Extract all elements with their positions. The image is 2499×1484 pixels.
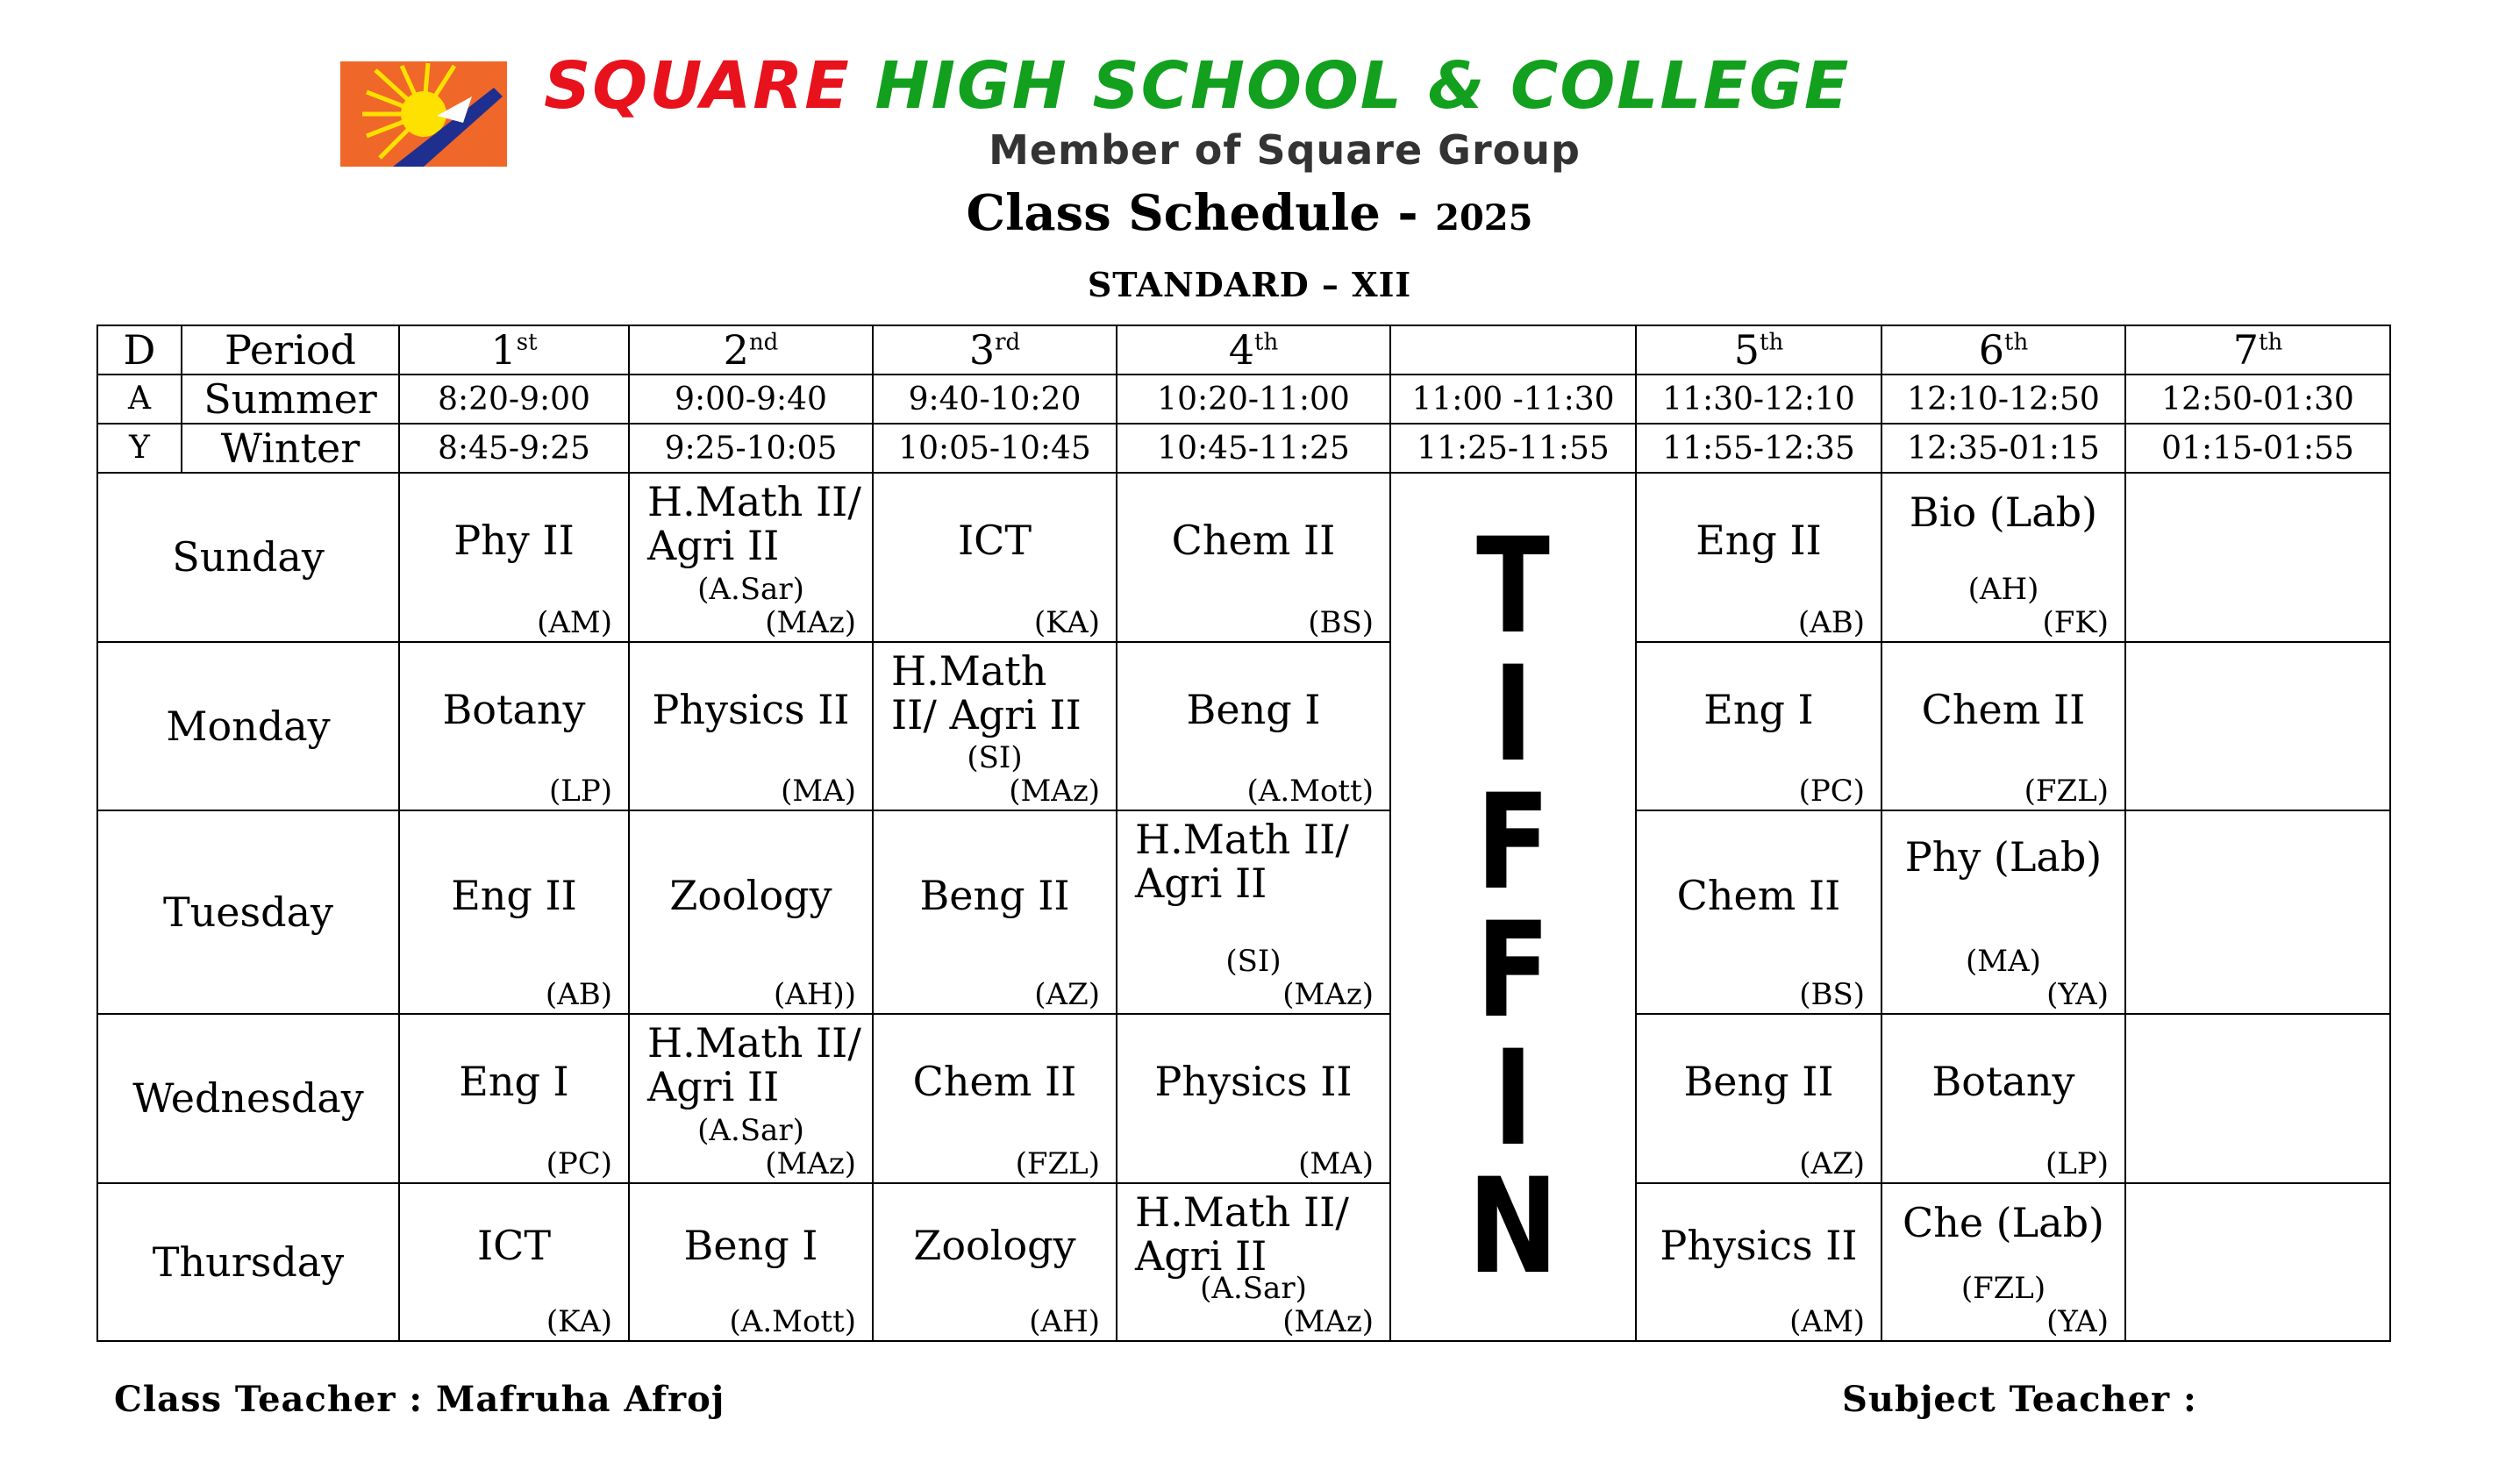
teacher-code: (LP) [2046, 1145, 2109, 1181]
day-row-wednesday [97, 1014, 2390, 1182]
schedule-cell-content [2126, 474, 2389, 640]
schedule-cell [2125, 810, 2390, 1014]
schedule-cell-content [1882, 1015, 2124, 1181]
schedule-cell-content [630, 1015, 872, 1181]
schedule-cell-content [1117, 643, 1389, 810]
teacher-code: (AZ) [1799, 1145, 1865, 1181]
day-name: Monday [97, 642, 399, 810]
day-letter: A [97, 375, 182, 424]
day-name: Wednesday [97, 1014, 399, 1182]
header-row-summer [97, 375, 2390, 424]
schedule-cell [1117, 473, 1390, 641]
subject-name: Eng I [1703, 685, 1814, 733]
subject-name: Zoology [669, 871, 832, 919]
period-suffix: th [2259, 329, 2283, 356]
subject-name: II/ Agri II [891, 690, 1082, 738]
schedule-cell-content [630, 643, 872, 810]
teacher-code: (YA) [2046, 977, 2109, 1013]
subject-name: Botany [1931, 1058, 2075, 1106]
teacher-code: (MA) [1966, 944, 2041, 980]
teacher-code: (AB) [1797, 604, 1865, 640]
standard-label: STANDARD – XII [1087, 265, 1412, 304]
schedule-cell-content [630, 811, 872, 1013]
schedule-cell [399, 473, 629, 641]
subject-name: Beng II [919, 871, 1070, 919]
subject-name: Chem II [912, 1058, 1077, 1106]
winter-time: 10:45-11:25 [1117, 424, 1390, 473]
day-letter: Y [97, 424, 182, 473]
summer-time: 10:20-11:00 [1117, 375, 1390, 424]
day-name: Tuesday [97, 810, 399, 1014]
period-number: 6 [1978, 326, 2005, 375]
schedule-cell [1881, 1014, 2125, 1182]
teacher-code: (AZ) [1034, 977, 1100, 1013]
summer-time: 11:30-12:10 [1636, 375, 1881, 424]
teacher-code: (MAz) [1282, 977, 1374, 1013]
schedule-cell-content [400, 1184, 628, 1340]
schedule-cell-content [630, 474, 872, 640]
subject-name: ICT [476, 1221, 552, 1269]
subject-name: H.Math II/ [647, 1019, 861, 1067]
subject-name: H.Math II/ [647, 478, 861, 526]
period-header [629, 325, 873, 375]
winter-time: 8:45-9:25 [399, 424, 629, 473]
schedule-cell [1636, 473, 1881, 641]
schedule-cell-content [400, 474, 628, 640]
subject-name: Beng I [683, 1221, 818, 1269]
day-row-tuesday [97, 810, 2390, 1014]
schedule-cell [1881, 473, 2125, 641]
winter-label: Winter [182, 424, 399, 473]
schedule-table [96, 325, 2391, 1342]
schedule-cell [1117, 1183, 1390, 1341]
subject-name: Physics II [1154, 1058, 1353, 1106]
schedule-year: 2025 [1435, 197, 1533, 239]
period-header [1881, 325, 2125, 375]
period-suffix: rd [995, 329, 1021, 356]
teacher-code: (AB) [545, 977, 612, 1013]
schedule-cell-content [1117, 474, 1389, 640]
subject-name: ICT [957, 517, 1032, 565]
schedule-cell [1636, 642, 1881, 810]
teacher-code: (BS) [1308, 604, 1374, 640]
schedule-cell-content [1882, 811, 2124, 1013]
schedule-cell [1117, 642, 1390, 810]
subject-name: Physics II [1660, 1221, 1858, 1269]
schedule-cell-content [1117, 811, 1389, 1013]
day-row-monday [97, 642, 2390, 810]
schedule-cell-content [874, 643, 1116, 810]
schedule-cell-content [874, 1015, 1116, 1181]
teacher-code: (A.Sar) [697, 1112, 804, 1148]
teacher-code: (LP) [549, 773, 612, 809]
teacher-code: (KA) [1033, 604, 1100, 640]
schedule-cell [2125, 473, 2390, 641]
subject-name: Botany [442, 685, 586, 733]
teacher-code: (A.Sar) [697, 571, 804, 607]
teacher-code: (PC) [1798, 773, 1865, 809]
subject-name: Phy (Lab) [1904, 832, 2103, 881]
teacher-code: (KA) [546, 1304, 612, 1339]
subject-name: Agri II [1135, 1231, 1267, 1280]
tiffin-letter: I [1493, 639, 1533, 792]
day-name: Thursday [97, 1183, 399, 1341]
summer-time: 9:00-9:40 [629, 375, 873, 424]
period-number: 1 [490, 326, 517, 375]
teacher-code: (A.Sar) [1200, 1271, 1307, 1306]
subject-name: Chem II [1921, 685, 2086, 733]
schedule-cell [629, 1014, 873, 1182]
tiffin-break [1390, 473, 1636, 1341]
subject-name: Eng II [451, 871, 577, 919]
class-teacher: Class Teacher : Mafruha Afroj [114, 1379, 725, 1420]
subject-name: Chem II [1676, 871, 1841, 919]
schedule-cell [1636, 1183, 1881, 1341]
subject-name: H.Math II/ [1135, 1188, 1349, 1236]
schedule-cell-content [1117, 1015, 1389, 1181]
schedule-cell [873, 642, 1117, 810]
schedule-cell-content [1882, 643, 2124, 810]
schedule-cell [1117, 810, 1390, 1014]
teacher-code: (A.Mott) [1246, 773, 1374, 809]
teacher-code: (AH)) [774, 977, 856, 1013]
schedule-cell-content [2126, 643, 2389, 810]
summer-label: Summer [182, 375, 399, 424]
period-header [2125, 325, 2390, 375]
tiffin-letter: T [1476, 510, 1550, 664]
tiffin-letter: F [1475, 767, 1551, 920]
period-header [1390, 325, 1636, 375]
schedule-cell-content [400, 811, 628, 1013]
schedule-cell-content [874, 811, 1116, 1013]
subject-name: Beng I [1186, 685, 1321, 733]
subject-name: Physics II [652, 685, 850, 733]
schedule-cell-content [1637, 643, 1881, 810]
school-name-red: SQUARE [544, 48, 851, 124]
summer-time: 12:50-01:30 [2125, 375, 2390, 424]
school-name [544, 42, 1850, 130]
period-header [1117, 325, 1390, 375]
schedule-cell [873, 1014, 1117, 1182]
teacher-code: (FK) [2042, 604, 2109, 640]
period-header [399, 325, 629, 375]
schedule-cell-content [1637, 811, 1881, 1013]
subject-name: Beng II [1683, 1058, 1834, 1106]
period-suffix: th [1254, 329, 1279, 356]
teacher-code: (FZL) [1015, 1145, 1100, 1181]
summer-time: 12:10-12:50 [1881, 375, 2125, 424]
schedule-cell-content [1637, 474, 1881, 640]
period-suffix: th [2004, 329, 2029, 356]
period-header [1636, 325, 1881, 375]
tiffin-letter: N [1467, 1151, 1559, 1304]
subject-name: H.Math II/ [1135, 815, 1349, 863]
schedule-cell [873, 1183, 1117, 1341]
schedule-cell [1636, 1014, 1881, 1182]
period-number: 3 [968, 326, 996, 375]
period-number: 2 [723, 326, 749, 375]
teacher-code: (MAz) [765, 604, 856, 640]
schedule-cell [399, 642, 629, 810]
teacher-code: (PC) [546, 1145, 612, 1181]
schedule-cell [2125, 1183, 2390, 1341]
schedule-cell [873, 810, 1117, 1014]
teacher-code: (YA) [2046, 1304, 2109, 1339]
schedule-cell [2125, 642, 2390, 810]
schedule-cell-content [2126, 811, 2389, 1013]
subject-name: Chem II [1171, 517, 1336, 565]
schedule-cell [1881, 810, 2125, 1014]
teacher-code: (AH) [1029, 1304, 1100, 1339]
teacher-code: (SI) [1225, 944, 1282, 980]
teacher-code: (AH) [1967, 571, 2039, 607]
day-letter-d: D [97, 325, 182, 375]
teacher-code: (A.Mott) [729, 1304, 856, 1339]
summer-time: 9:40-10:20 [873, 375, 1117, 424]
subject-name: Bio (Lab) [1909, 489, 2098, 537]
subject-name: Eng I [459, 1058, 569, 1106]
schedule-cell [873, 473, 1117, 641]
header-row-period [97, 325, 2390, 375]
teacher-code: (AM) [1789, 1304, 1865, 1339]
schedule-cell-content [400, 1015, 628, 1181]
school-name-green: HIGH SCHOOL & COLLEGE [875, 48, 1851, 124]
schedule-cell [1881, 1183, 2125, 1341]
teacher-code: (MA) [1298, 1145, 1374, 1181]
schedule-cell [399, 1183, 629, 1341]
period-label: Period [182, 325, 399, 375]
period-header [873, 325, 1117, 375]
schedule-cell-content [400, 643, 628, 810]
teacher-code: (MAz) [765, 1145, 856, 1181]
day-row-sunday [97, 473, 2390, 641]
summer-time: 11:00 -11:30 [1390, 375, 1636, 424]
day-row-thursday [97, 1183, 2390, 1341]
schedule-cell [399, 810, 629, 1014]
period-number: 5 [1733, 326, 1760, 375]
winter-time: 9:25-10:05 [629, 424, 873, 473]
schedule-cell-content [1882, 474, 2124, 640]
subject-name: H.Math [891, 646, 1047, 695]
schedule-title-text: Class Schedule - [966, 184, 1418, 242]
schedule-cell-content [1637, 1015, 1881, 1181]
teacher-code: (FZL) [2024, 773, 2109, 809]
winter-time: 11:55-12:35 [1636, 424, 1881, 473]
schedule-cell-content [1117, 1184, 1389, 1340]
subject-name: Agri II [647, 522, 780, 570]
schedule-cell [2125, 1014, 2390, 1182]
schedule-cell-content [2126, 1015, 2389, 1181]
schedule-cell [629, 1183, 873, 1341]
schedule-cell-content [1882, 1184, 2124, 1340]
schedule-cell [1636, 810, 1881, 1014]
tiffin-letter: I [1493, 1023, 1533, 1176]
period-suffix: nd [748, 329, 779, 356]
subject-teacher: Subject Teacher : [1842, 1379, 2197, 1420]
schedule-cell [629, 810, 873, 1014]
schedule-cell [1881, 642, 2125, 810]
teacher-code: (SI) [967, 739, 1023, 775]
schedule-title [0, 184, 2499, 242]
schedule-cell-content [1637, 1184, 1881, 1340]
subject-name: Eng II [1696, 517, 1822, 565]
subject-name: Che (Lab) [1903, 1198, 2104, 1246]
period-suffix: st [516, 329, 538, 356]
period-suffix: th [1760, 329, 1784, 356]
winter-time: 11:25-11:55 [1390, 424, 1636, 473]
teacher-code: (MA) [781, 773, 856, 809]
winter-time: 12:35-01:15 [1881, 424, 2125, 473]
period-number: 4 [1228, 326, 1255, 375]
schedule-cell [399, 1014, 629, 1182]
subject-name: Agri II [647, 1063, 780, 1111]
schedule-cell-content [874, 474, 1116, 640]
schedule-cell-content [874, 1184, 1116, 1340]
member-subtitle: Member of Square Group [989, 126, 1581, 174]
subject-name: Zoology [913, 1221, 1076, 1269]
schedule-cell [1117, 1014, 1390, 1182]
winter-time: 10:05-10:45 [873, 424, 1117, 473]
schedule-cell [629, 642, 873, 810]
teacher-code: (MAz) [1009, 773, 1100, 809]
subject-name: Agri II [1135, 859, 1267, 907]
schedule-cell-content [630, 1184, 872, 1340]
teacher-code: (AM) [537, 604, 612, 640]
teacher-code: (MAz) [1282, 1304, 1374, 1339]
schedule-cell [629, 473, 873, 641]
period-number: 7 [2232, 326, 2260, 375]
header-row-winter [97, 424, 2390, 473]
schedule-cell-content [2126, 1184, 2389, 1340]
tiffin-letter: F [1475, 895, 1551, 1048]
teacher-code: (BS) [1799, 977, 1865, 1013]
day-name: Sunday [97, 473, 399, 641]
teacher-code: (FZL) [1960, 1271, 2046, 1306]
winter-time: 01:15-01:55 [2125, 424, 2390, 473]
summer-time: 8:20-9:00 [399, 375, 629, 424]
subject-name: Phy II [453, 517, 575, 565]
